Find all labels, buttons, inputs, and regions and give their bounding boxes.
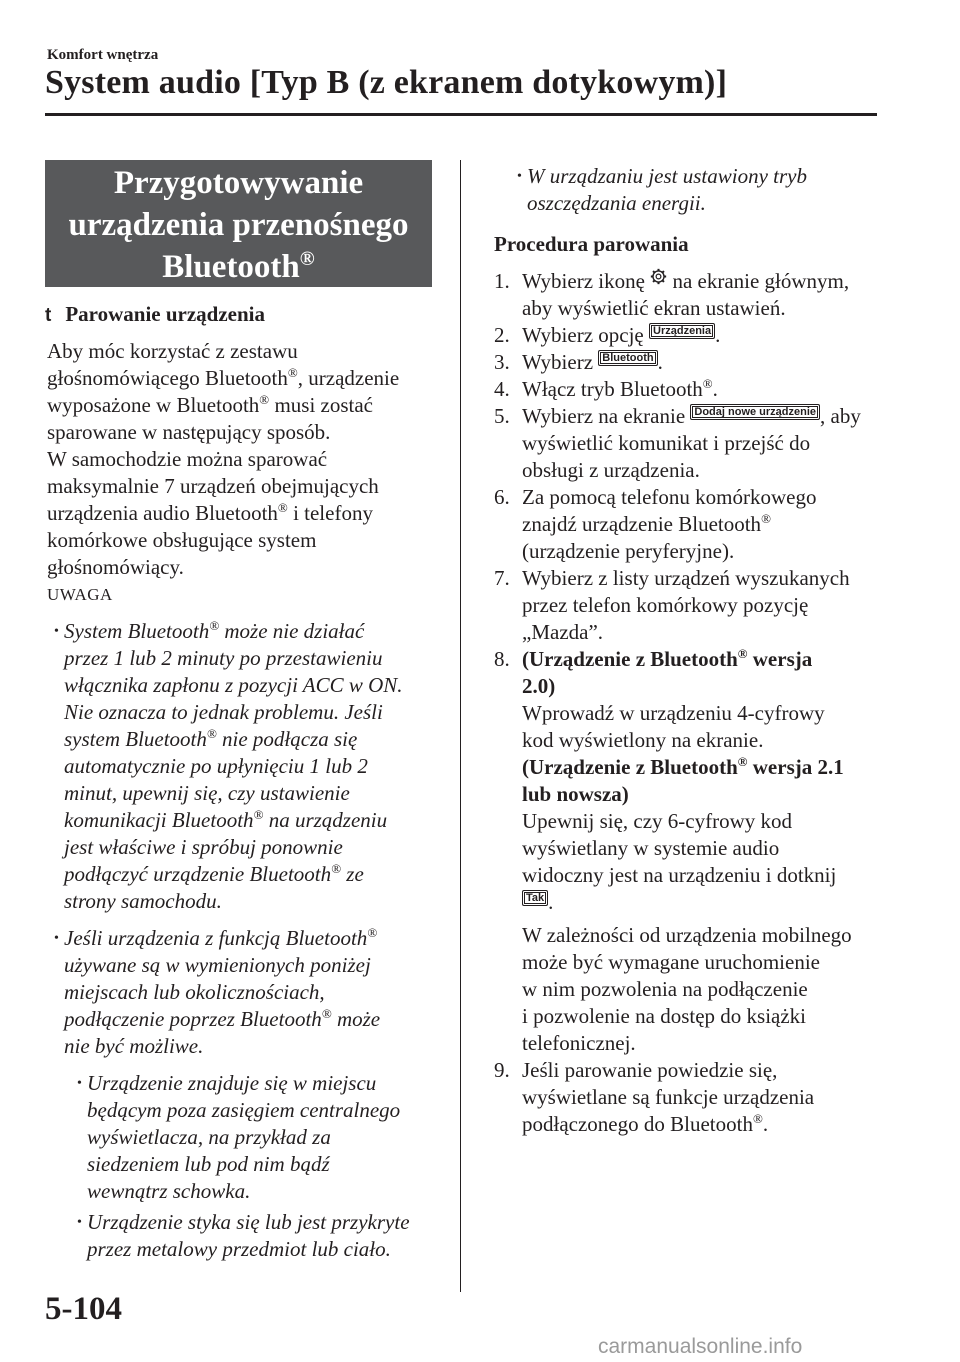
step-6: 6. Za pomocą telefonu komórkowego znajdź urządzenie Bluetooth® (urządzenie peryferyjne). [494,485,817,563]
section-label: Komfort wnętrza [47,47,159,63]
step-7: 7. Wybierz z listy urządzeń wyszukanych przez telefon komórkowy pozycję „Mazda”. [494,566,850,644]
step-1: 1. Wybierz ikonę na ekranie głównym, aby wyświetlić ekran ustawień. [494,269,850,320]
note-label: UWAGA [47,585,113,604]
bluetooth-button-image: Bluetooth [598,350,657,366]
settings-gear-icon [650,268,667,285]
devices-button-image: Urządzenia [649,323,715,339]
page-number: 5-104 [45,1291,122,1327]
intro-line: sparowane w następujący sposób. [47,420,331,444]
note-bullet: • Jeśli urządzenia z funkcją Bluetooth® używane są w wymienionych poniżej miejscach lub okolicznościach, podłączenie poprzez Bluetooth® może nie być możliwe. [54,925,381,1058]
intro-line: maksymalnie 7 urządzeń obejmujących [47,474,379,498]
right-column [494,163,884,1138]
subheading-text: Parowanie urządzenia [65,302,266,326]
procedure-heading: Procedura parowania [494,232,689,256]
add-new-device-button-image: Dodaj nowe urządzenie [690,404,820,420]
note-bullet: • System Bluetooth® może nie działać przez 1 lub 2 minuty po przestawieniu włącznika zapłonu z pozycji ACC w ON. Nie oznacza to jednak problemu. Jeśli system Bluetooth® nie podłącza się automatycznie po upłynięciu 1 lub 2 minut, upewnij się, czy ustawienie komunikacji Bluetooth® na urządzeniu jest właściwe i spróbuj ponownie podłączyć urządzenie Bluetooth® ze strony samochodu. [54,618,403,913]
yes-button-image: Tak [522,890,548,906]
intro-line: urządzenia audio Bluetooth® i telefony [47,500,373,525]
step-8: 8. (Urządzenie z Bluetooth® wersja 2.0) Wprowadź w urządzeniu 4-cyfrowy kod wyświetlony na ekranie. (Urządzenie z Bluetooth® wersja 2.1 lub nowsza) Upewnij się, czy 6-cyfrowy kod wyświetlany w systemie audio widoczny jest na urządzeniu i dotknij Tak . W zależności od urządzenia mobilnego może być wymagane uruchomienie w nim pozwolenia na podłączenie i pozwolenie na dostęp do książki telefonicznej. [494,646,852,1055]
intro-line: komórkowe obsługujące system [47,528,317,552]
page-title: System audio [Typ B (z ekranem dotykowym)] [45,64,728,101]
step-3: 3. Wybierz Bluetooth . [494,350,663,374]
intro-line: głośnomówiącego Bluetooth®, urządzenie [47,365,400,390]
watermark: carmanualsonline.info [598,1335,803,1358]
note-sub-bullet: • Urządzenie styka się lub jest przykryte przez metalowy przedmiot lub ciało. [77,1210,410,1261]
box-line-1: Przygotowywanie [113,165,364,201]
step-4: 4. Włącz tryb Bluetooth®. [494,376,718,401]
box-line-3: Bluetooth® [162,248,315,285]
intro-line: wyposażone w Bluetooth® musi zostać [47,392,373,417]
step-5: 5. Wybierz na ekranie Dodaj nowe urządzenie , aby wyświetlić komunikat i przejść do obsługi z urządzenia. [494,404,861,482]
note-sub-bullet: • Urządzenie znajduje się w miejscu będącym poza zasięgiem centralnego wyświetlacza, na przykład za siedzeniem lub pod nim bądź wewnątrz schowka. [77,1071,401,1203]
step-9: 9. Jeśli parowanie powiedzie się, wyświetlane są funkcje urządzenia podłączonego do Bluetooth®. [494,1058,815,1136]
intro-line: głośnomówiący. [47,555,184,579]
subheading-mark: t [45,305,52,326]
column-divider [460,160,461,1292]
intro-line: Aby móc korzystać z zestawu [47,339,298,363]
note-sub-bullet: • W urządzaniu jest ustawiony tryb oszczędzania energii. [517,164,808,215]
box-line-2: urządzenia przenośnego [68,207,409,243]
subheading [45,302,265,327]
header-rule [45,113,877,116]
left-column [47,338,442,1263]
chapter-box [45,160,432,287]
intro-line: W samochodzie można sparować [47,447,328,471]
step-2: 2. Wybierz opcję Urządzenia . [494,323,721,347]
